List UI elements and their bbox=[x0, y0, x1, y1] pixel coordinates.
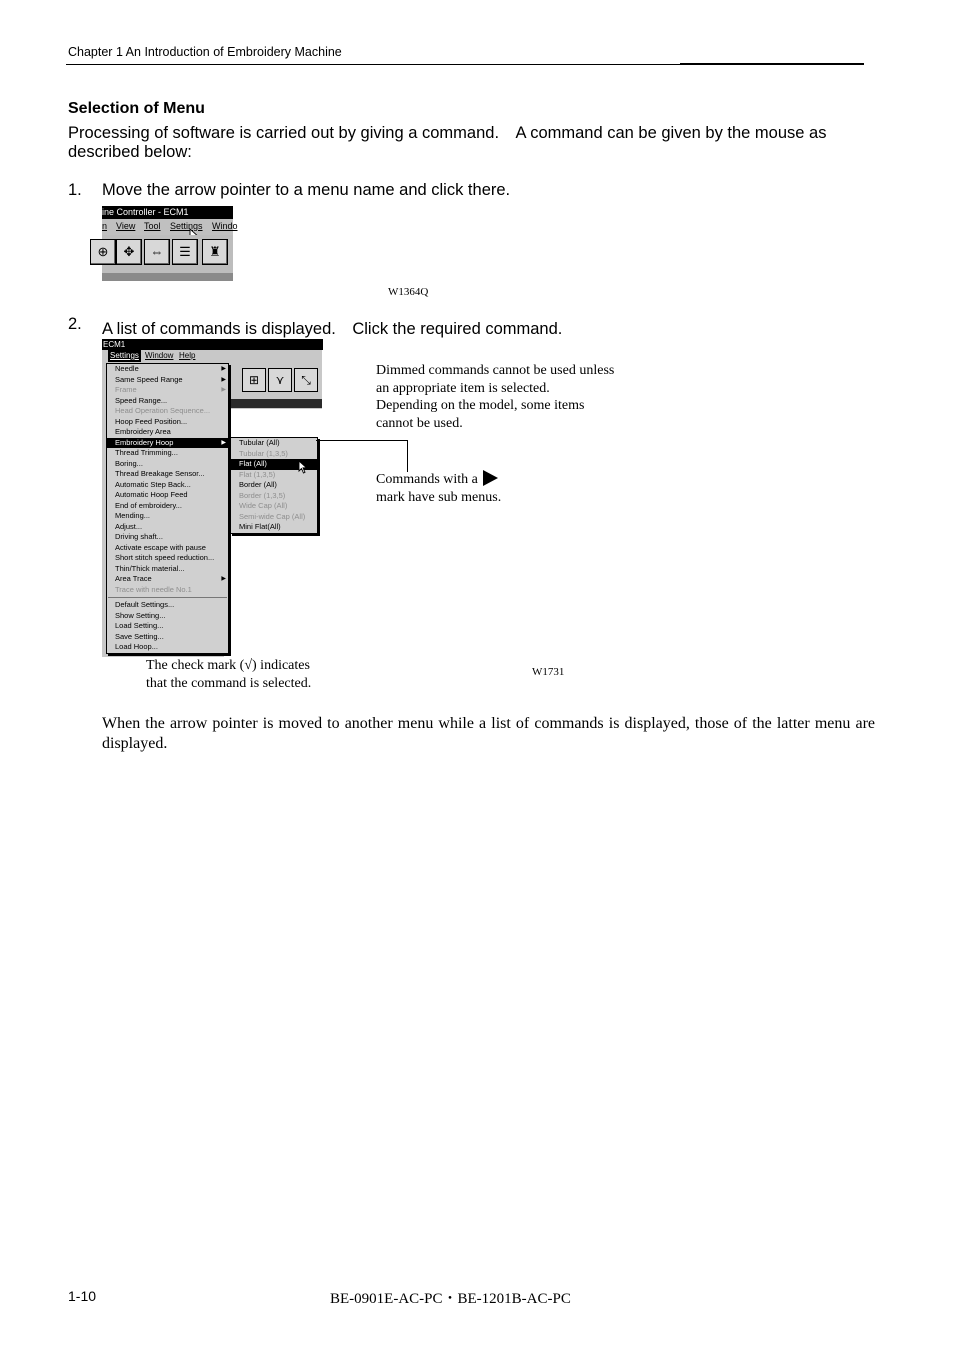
hoop-submenu-item[interactable] bbox=[231, 438, 317, 449]
settings-menu-item[interactable] bbox=[107, 564, 228, 575]
figure-2-code: W1731 bbox=[532, 666, 565, 678]
settings-menu-item-label: Trace with needle No.1 bbox=[115, 584, 192, 594]
hoop-submenu-item bbox=[231, 449, 317, 460]
settings-menu-item[interactable] bbox=[107, 459, 228, 470]
settings-menu-item-label: Automatic Step Back... bbox=[115, 479, 191, 489]
settings-menu-item[interactable] bbox=[107, 511, 228, 522]
settings-menu-item-label: Short stitch speed reduction... bbox=[115, 553, 215, 562]
toolbar-button-needle[interactable]: ⋎ bbox=[268, 368, 292, 392]
settings-menu-item[interactable] bbox=[107, 501, 228, 512]
settings-menu-item-label: End of embroidery... bbox=[115, 500, 182, 510]
settings-menu-item-label: Thread Breakage Sensor... bbox=[115, 469, 205, 478]
submenu-callout: Commands with a mark have sub menus. bbox=[376, 472, 502, 505]
settings-menu-item-label: Same Speed Range bbox=[115, 374, 183, 384]
arrow-pointer-icon bbox=[298, 460, 308, 474]
settings-menu-item[interactable] bbox=[107, 417, 228, 428]
menu-item-window[interactable]: Windo bbox=[212, 221, 238, 231]
intro-paragraph: Processing of software is carried out by giving a command. A command can be given by the mouse as described below: bbox=[68, 124, 827, 161]
hoop-submenu-item[interactable] bbox=[231, 480, 317, 491]
section-title: Selection of Menu bbox=[68, 100, 205, 117]
settings-menu-item[interactable] bbox=[107, 396, 228, 407]
search-icon[interactable]: ⊕ bbox=[90, 239, 116, 265]
hoop-submenu-item-label: Wide Cap (All) bbox=[239, 501, 288, 510]
settings-menu-item[interactable] bbox=[107, 642, 228, 653]
hoop-submenu-item-label: Flat (1,3,5) bbox=[239, 469, 276, 479]
submenu-arrow-icon bbox=[481, 470, 499, 486]
settings-menu-item-label: Save Setting... bbox=[115, 631, 164, 641]
settings-menu-item[interactable] bbox=[107, 532, 228, 543]
toolbar-button-frame[interactable]: ⤡ bbox=[294, 368, 318, 392]
settings-menu-item[interactable] bbox=[107, 364, 228, 375]
menu-item-tool[interactable]: Tool bbox=[144, 221, 161, 231]
sliders-icon[interactable]: ☰ bbox=[172, 239, 198, 265]
settings-menu-item[interactable] bbox=[107, 574, 228, 585]
step-2-number: 2. bbox=[68, 315, 82, 333]
page-number: 1-10 bbox=[68, 1288, 97, 1304]
hoop-submenu-item bbox=[231, 491, 317, 502]
settings-menu-item[interactable] bbox=[107, 490, 228, 501]
settings-menu-item-label: Embroidery Area bbox=[115, 427, 171, 436]
status-strip bbox=[102, 273, 233, 281]
hoop-submenu-item bbox=[231, 501, 317, 512]
settings-menu-item-label: Adjust... bbox=[115, 521, 143, 531]
window-title-bar: ine Controller - ECM1 bbox=[102, 206, 233, 219]
menu-item-file[interactable]: n bbox=[102, 221, 108, 231]
settings-menu-item-label: Head Operation Sequence... bbox=[115, 406, 211, 415]
menu-item-view[interactable]: View bbox=[116, 221, 136, 231]
settings-menu-item-label: Boring... bbox=[115, 458, 143, 468]
hoop-submenu-item bbox=[231, 512, 317, 523]
hoop-submenu-item-label: Semi-wide Cap (All) bbox=[239, 511, 306, 521]
settings-menu-item[interactable] bbox=[107, 553, 228, 564]
submenu-arrow-icon: ▶ bbox=[221, 387, 226, 393]
settings-menu-item bbox=[107, 406, 228, 417]
menu-item-window[interactable]: Window bbox=[145, 351, 174, 360]
settings-menu-item-label: Frame bbox=[115, 385, 137, 394]
settings-menu-item[interactable] bbox=[107, 632, 228, 643]
header-rule-accent bbox=[680, 63, 864, 65]
hoop-submenu-item-label: Tubular (1,3,5) bbox=[239, 448, 288, 458]
hoop-submenu-item[interactable] bbox=[231, 522, 317, 533]
settings-menu-item[interactable] bbox=[107, 621, 228, 632]
submenu-arrow-icon: ▶ bbox=[221, 439, 226, 446]
settings-menu-item-label: Thread Trimming... bbox=[115, 448, 178, 457]
settings-menu-item bbox=[107, 585, 228, 596]
settings-menu-item[interactable] bbox=[107, 448, 228, 459]
step-1-text: Move the arrow pointer to a menu name and click there. bbox=[102, 181, 511, 199]
settings-menu-item-label: Mending... bbox=[115, 511, 151, 520]
model-number: BE-0901E-AC-PC・BE-1201B-AC-PC bbox=[330, 1291, 571, 1307]
menu-item-settings[interactable]: Settings bbox=[170, 221, 203, 231]
settings-menu-item-label: Speed Range... bbox=[115, 395, 168, 405]
menu-bar bbox=[102, 219, 238, 233]
settings-menu-item[interactable] bbox=[107, 600, 228, 611]
toolbar bbox=[97, 235, 233, 273]
settings-menu-item-label: Default Settings... bbox=[115, 600, 175, 609]
settings-menu-item bbox=[107, 385, 228, 396]
settings-menu-item[interactable] bbox=[107, 375, 228, 386]
submenu-arrow-icon: ▶ bbox=[221, 376, 226, 383]
closing-paragraph: When the arrow pointer is moved to another menu while a list of commands is displayed, those of the latter menu are displayed. bbox=[102, 715, 875, 752]
settings-menu-item[interactable] bbox=[107, 438, 228, 449]
move-all-icon[interactable]: ✥ bbox=[116, 239, 142, 265]
hoop-submenu-item-label: Flat (All) bbox=[239, 459, 267, 468]
menu-item-settings[interactable]: Settings bbox=[110, 351, 139, 360]
settings-menu-item-label: Embroidery Hoop bbox=[115, 437, 174, 447]
hoop-submenu-item-label: Mini Flat(All) bbox=[239, 522, 281, 531]
hoop-submenu-item-label: Tubular (All) bbox=[239, 438, 280, 447]
submenu-arrow-icon: ▶ bbox=[221, 576, 226, 582]
app-panel-bar bbox=[224, 399, 322, 408]
settings-menu-item-label: Show Setting... bbox=[115, 610, 166, 620]
move-horizontal-icon[interactable]: ⇔ bbox=[144, 239, 170, 265]
hoop-submenu-item-label: Border (All) bbox=[239, 480, 277, 489]
settings-menu-item[interactable] bbox=[107, 427, 228, 438]
step-2-text: A list of commands is displayed. Click the required command. bbox=[102, 320, 563, 338]
dimmed-commands-callout: Dimmed commands cannot be used unless an appropriate item is selected. Depending on the model, some items cannot be used. bbox=[376, 363, 615, 431]
dimmed-callout-leader bbox=[316, 440, 408, 441]
chapter-header: Chapter 1 An Introduction of Embroidery Machine bbox=[68, 45, 342, 59]
submenu-arrow-icon: ▶ bbox=[221, 366, 226, 372]
settings-menu-item-label: Automatic Hoop Feed bbox=[115, 490, 188, 499]
menu-separator bbox=[108, 597, 227, 598]
settings-menu-item[interactable] bbox=[107, 469, 228, 480]
toolbar-button-grid[interactable]: ⊞ bbox=[242, 368, 266, 392]
settings-menu-item[interactable] bbox=[107, 522, 228, 533]
checkmark-callout: The check mark (√) indicates that the command is selected. bbox=[146, 658, 312, 691]
settings-menu-item[interactable] bbox=[107, 611, 228, 622]
settings-menu-item-label: Activate escape with pause bbox=[115, 542, 206, 552]
bobbin-icon[interactable]: ♜ bbox=[202, 239, 228, 265]
settings-dropdown-menu bbox=[106, 363, 229, 654]
dimmed-callout-leader-vertical bbox=[407, 440, 408, 472]
window-title-bar: ECM1 bbox=[102, 339, 323, 350]
menu-bar bbox=[102, 350, 322, 362]
settings-menu-item-label: Driving shaft... bbox=[115, 532, 163, 541]
settings-menu-item-label: Thin/Thick material... bbox=[115, 563, 185, 573]
settings-menu-item[interactable] bbox=[107, 543, 228, 554]
hoop-submenu-item-label: Border (1,3,5) bbox=[239, 490, 286, 500]
figure-1-screenshot bbox=[97, 206, 238, 281]
settings-menu-item-label: Load Hoop... bbox=[115, 642, 158, 651]
figure-2-screenshot bbox=[102, 339, 322, 657]
settings-menu-item-label: Hoop Feed Position... bbox=[115, 416, 188, 426]
settings-menu-item[interactable] bbox=[107, 480, 228, 491]
embroidery-hoop-submenu bbox=[230, 437, 318, 534]
settings-menu-item-label: Needle bbox=[115, 364, 139, 373]
menu-item-help[interactable]: Help bbox=[179, 351, 196, 360]
step-1-number: 1. bbox=[68, 181, 82, 199]
settings-menu-item-label: Load Setting... bbox=[115, 621, 164, 630]
settings-menu-item-label: Area Trace bbox=[115, 574, 152, 583]
figure-1-code: W1364Q bbox=[388, 286, 429, 298]
